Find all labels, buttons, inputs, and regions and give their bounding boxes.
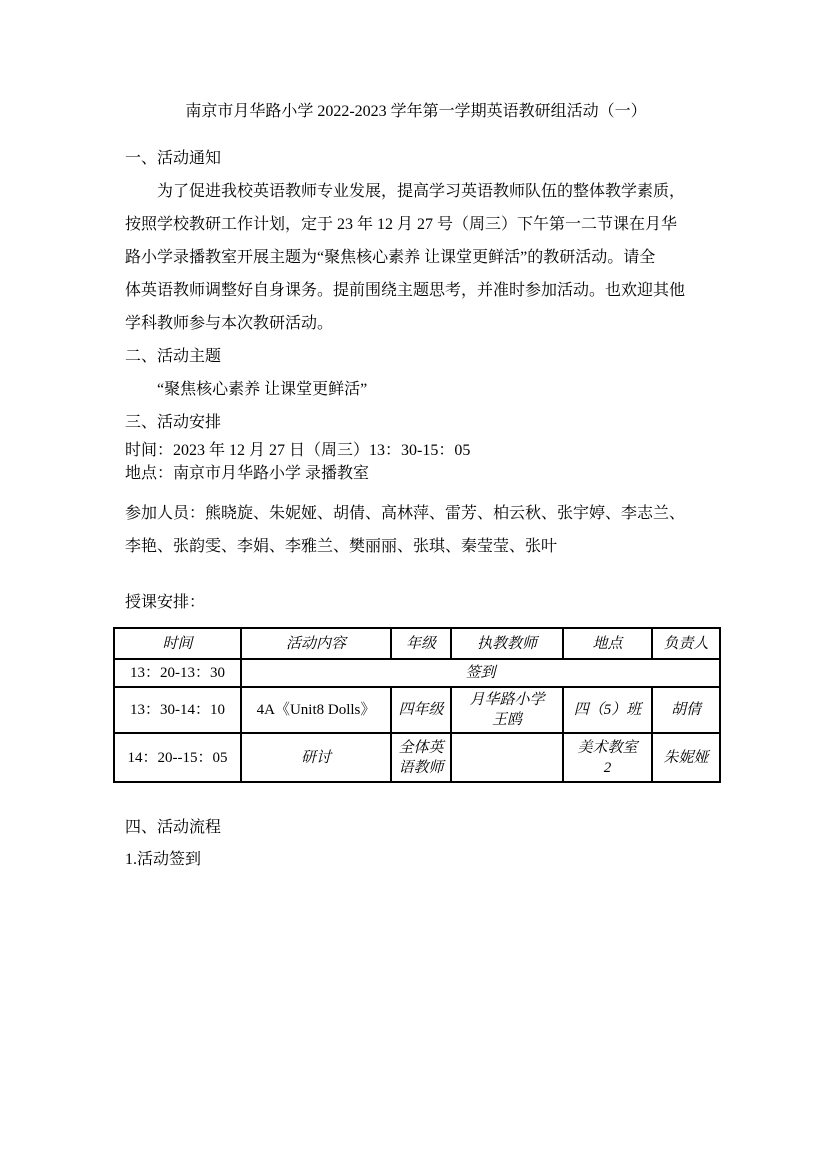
- header-cell-content: 活动内容: [241, 628, 391, 659]
- paragraph-line: 按照学校教研工作计划，定于 23 年 12 月 27 号（周三）下午第一二节课在月华: [125, 216, 678, 233]
- document-title: 南京市月华路小学 2022-2023 学年第一学期英语教研组活动（一）: [185, 103, 647, 120]
- location-line: 2: [603, 759, 612, 776]
- activity-time: 时间：2023 年 12 月 27 日（周三）13：30-15：05: [125, 442, 471, 459]
- participants-line: 李艳、张韵雯、李娟、李雅兰、樊丽丽、张琪、秦莹莹、张叶: [125, 538, 558, 555]
- table-row: [114, 659, 720, 687]
- participants-list: [125, 497, 719, 563]
- cell-content: 研讨: [241, 733, 391, 782]
- participants-line: 参加人员：熊晓旋、朱妮娅、胡倩、高林萍、雷芳、柏云秋、张宇婷、李志兰、: [125, 505, 686, 522]
- lesson-schedule-table: [113, 627, 721, 783]
- cell-teacher: [451, 733, 563, 782]
- table-row: [114, 733, 720, 782]
- grade-line: 语教师: [398, 759, 444, 776]
- cell-time: 13：20-13：30: [114, 659, 241, 687]
- table-row: [114, 687, 720, 733]
- section4-heading: 四、活动流程: [125, 819, 222, 836]
- cell-signin-merged: 签到: [241, 659, 720, 687]
- cell-owner: 胡倩: [652, 687, 720, 733]
- cell-time: 14：20--15：05: [114, 733, 241, 782]
- header-cell-grade: 年级: [391, 628, 451, 659]
- section3-heading: 三、活动安排: [125, 414, 222, 431]
- header-cell-location: 地点: [563, 628, 652, 659]
- cell-teacher: [451, 687, 563, 733]
- paragraph-line: 路小学录播教室开展主题为“聚焦核心素养 让课堂更鲜活”的教研活动。请全: [125, 249, 656, 266]
- paragraph-line: 体英语教师调整好自身课务。提前围绕主题思考，并准时参加活动。也欢迎其他: [125, 282, 686, 299]
- paragraph-line: 为了促进我校英语教师专业发展，提高学习英语教师队伍的整体教学素质，: [157, 183, 686, 200]
- section1-paragraph: [125, 175, 719, 340]
- paragraph-line: 学科教师参与本次教研活动。: [125, 315, 334, 332]
- grade-line: 全体英: [398, 739, 444, 756]
- header-cell-teacher: 执教教师: [451, 628, 563, 659]
- location-line: 美术教室: [577, 739, 638, 756]
- teacher-name: 王鸥: [491, 712, 522, 728]
- cell-location: 四（5）班: [563, 687, 652, 733]
- cell-content: 4A《Unit8 Dolls》: [241, 687, 391, 733]
- cell-time: 13：30-14：10: [114, 687, 241, 733]
- section4-step1: 1.活动签到: [125, 851, 202, 868]
- cell-owner: 朱妮娅: [652, 733, 720, 782]
- cell-location: [563, 733, 652, 782]
- table-header-row: [114, 628, 720, 659]
- section1-heading: 一、活动通知: [125, 150, 222, 167]
- activity-theme: “聚焦核心素养 让课堂更鲜活”: [157, 381, 368, 398]
- activity-place: 地点：南京市月华路小学 录播教室: [125, 465, 370, 482]
- schedule-label: 授课安排：: [125, 594, 206, 611]
- cell-grade: 四年级: [391, 687, 451, 733]
- header-cell-owner: 负责人: [652, 628, 720, 659]
- header-cell-time: 时间: [114, 628, 241, 659]
- cell-grade: [391, 733, 451, 782]
- section2-heading: 二、活动主题: [125, 348, 222, 365]
- teacher-school: 月华路小学: [469, 692, 545, 708]
